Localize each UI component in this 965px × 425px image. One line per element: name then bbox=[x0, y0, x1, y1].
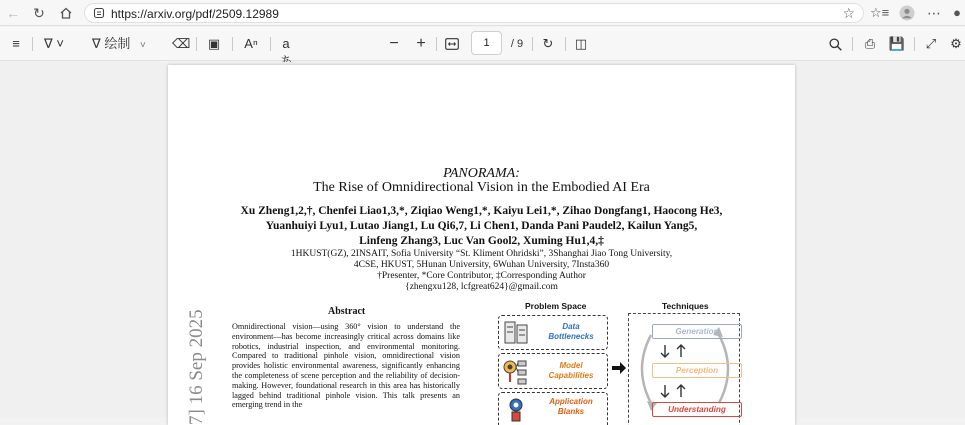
abstract-text: Omnidirectional vision—using 360° vision to understand the environment—has become increasingly critical across domains like robotics, industrial inspection, and environmental monitoring. Compared to traditional pinhole vision, omnidirectional vision provides holistic environmental awareness, significantly enhancing the completeness of scene perception and the reliability of decision-making. However, foundational research in this area has historically lagged behind traditional pinhole vision. This talk presents an emerging trend in the bbox=[232, 322, 460, 410]
site-info-icon[interactable] bbox=[93, 7, 105, 19]
read-aloud-label: A bbox=[244, 36, 253, 51]
url-text: https://arxiv.org/pdf/2509.12989 bbox=[111, 7, 279, 21]
draw-button[interactable] bbox=[92, 35, 152, 53]
understanding-box: Understanding bbox=[652, 402, 742, 417]
pdf-toolbar bbox=[0, 27, 965, 61]
page-number-input[interactable]: 1 bbox=[471, 31, 502, 55]
draw-icon: ∇ bbox=[92, 36, 101, 51]
draw-label: 绘制 bbox=[104, 36, 131, 51]
robot-arm-icon bbox=[503, 397, 529, 423]
chevron-down-icon: ˅ bbox=[139, 40, 146, 51]
pdf-viewer[interactable] bbox=[0, 62, 965, 425]
model-capabilities-text bbox=[535, 361, 607, 381]
read-aloud-button[interactable]: Aⁿ bbox=[244, 36, 258, 51]
highlight-icon[interactable]: ∇ ˅ bbox=[44, 36, 64, 51]
abstract-heading: Abstract bbox=[328, 306, 366, 317]
divider bbox=[32, 37, 33, 51]
application-blanks-box bbox=[498, 392, 608, 425]
arxiv-side-stamp bbox=[172, 291, 212, 425]
row-label-line2: Capabilities bbox=[548, 371, 594, 380]
generation-box: Generation bbox=[652, 324, 742, 339]
affiliation-line: †Presenter, *Core Contributor, ‡Corresponding Author bbox=[377, 271, 586, 281]
model-capabilities-box bbox=[498, 353, 608, 389]
search-icon[interactable] bbox=[826, 35, 844, 53]
translate-button[interactable] bbox=[276, 35, 296, 53]
settings-gear-icon[interactable]: ⚙ bbox=[950, 36, 962, 51]
row-label-line1: Model bbox=[559, 361, 583, 370]
contents-icon[interactable]: ≡ bbox=[12, 36, 20, 51]
refresh-icon[interactable]: ↻ bbox=[33, 5, 45, 21]
authors-line: Yuanhuiyi Lyu1, Lutao Jiang1, Lu Qi6,7, Li Chen1, Danda Pani Paudel2, Kailun Yang5, bbox=[265, 220, 698, 232]
row-label-line1: Application bbox=[549, 397, 593, 406]
row-label-line1: Data bbox=[562, 322, 580, 331]
translate-label: a bbox=[282, 36, 290, 51]
more-menu-icon[interactable]: ⋯ bbox=[927, 5, 941, 21]
divider bbox=[914, 37, 915, 51]
eraser-icon[interactable]: ⌫ bbox=[172, 36, 191, 51]
divider bbox=[232, 37, 233, 51]
arrow-right-icon bbox=[612, 362, 626, 374]
affiliation-line: 1HKUST(GZ), 2INSAIT, Sofia University “St. Kliment Ohridski”, 3Shanghai Jiao Tong University, bbox=[290, 249, 673, 259]
fullscreen-icon[interactable]: ⤢ bbox=[925, 36, 937, 51]
authors-line: Xu Zheng1,2,†, Chenfei Liao1,3,*, Ziqiao Weng1,*, Kaiyu Lei1,*, Zihao Dongfang1, Haocong He3, bbox=[240, 205, 723, 217]
divider bbox=[196, 37, 197, 51]
back-icon[interactable]: ← bbox=[6, 5, 20, 21]
page-view-icon[interactable]: ◫ bbox=[574, 36, 588, 51]
zoom-in-icon[interactable]: + bbox=[416, 35, 426, 52]
address-field[interactable] bbox=[84, 3, 864, 23]
arxiv-stamp-text: 7] 16 Sep 2025 bbox=[186, 309, 207, 425]
application-blanks-text bbox=[535, 397, 607, 417]
edge-copilot-icon[interactable]: ● bbox=[953, 5, 961, 20]
data-bottlenecks-text bbox=[535, 322, 607, 342]
problem-space-label: Problem Space bbox=[525, 301, 587, 311]
paper-title-prefix: PANORAMA: bbox=[443, 166, 520, 181]
divider bbox=[532, 37, 533, 51]
profile-avatar-icon[interactable] bbox=[898, 4, 916, 22]
neural-network-icon bbox=[502, 358, 530, 386]
divider bbox=[270, 37, 271, 51]
divider bbox=[852, 37, 853, 51]
zoom-out-icon[interactable]: − bbox=[389, 35, 399, 52]
row-label-line2: Blanks bbox=[557, 407, 585, 416]
print-icon[interactable]: ⎙ bbox=[864, 36, 876, 51]
row-label-line2: Bottlenecks bbox=[548, 332, 594, 341]
perception-box: Perception bbox=[652, 363, 742, 378]
authors-line: Linfeng Zhang3, Luc Van Gool2, Xuming Hu1,4,‡ bbox=[359, 235, 604, 247]
database-icon bbox=[503, 320, 529, 346]
pdf-page bbox=[168, 65, 795, 425]
save-icon[interactable]: 💾 bbox=[888, 36, 906, 51]
techniques-label: Techniques bbox=[662, 301, 709, 311]
rotate-icon[interactable]: ↻ bbox=[542, 36, 554, 51]
paper-title: The Rise of Omnidirectional Vision in the Embodied AI Era bbox=[313, 180, 650, 195]
text-box-icon[interactable]: ▣ bbox=[207, 36, 221, 51]
fit-page-icon[interactable] bbox=[443, 35, 461, 53]
browser-address-bar bbox=[0, 0, 965, 26]
favorites-icon[interactable]: ☆≡ bbox=[870, 5, 890, 20]
favorite-star-icon[interactable]: ☆ bbox=[842, 5, 855, 21]
data-bottlenecks-box bbox=[498, 315, 608, 350]
divider bbox=[436, 37, 437, 51]
contact-email: {zhengxu128, lcfgreat624}@gmail.com bbox=[405, 282, 558, 292]
affiliation-line: 4CSE, HKUST, 5Hunan University, 6Wuhan University, 7Insta360 bbox=[353, 260, 610, 270]
page-total: / 9 bbox=[510, 38, 524, 50]
home-icon[interactable] bbox=[57, 4, 75, 22]
divider bbox=[565, 37, 566, 51]
